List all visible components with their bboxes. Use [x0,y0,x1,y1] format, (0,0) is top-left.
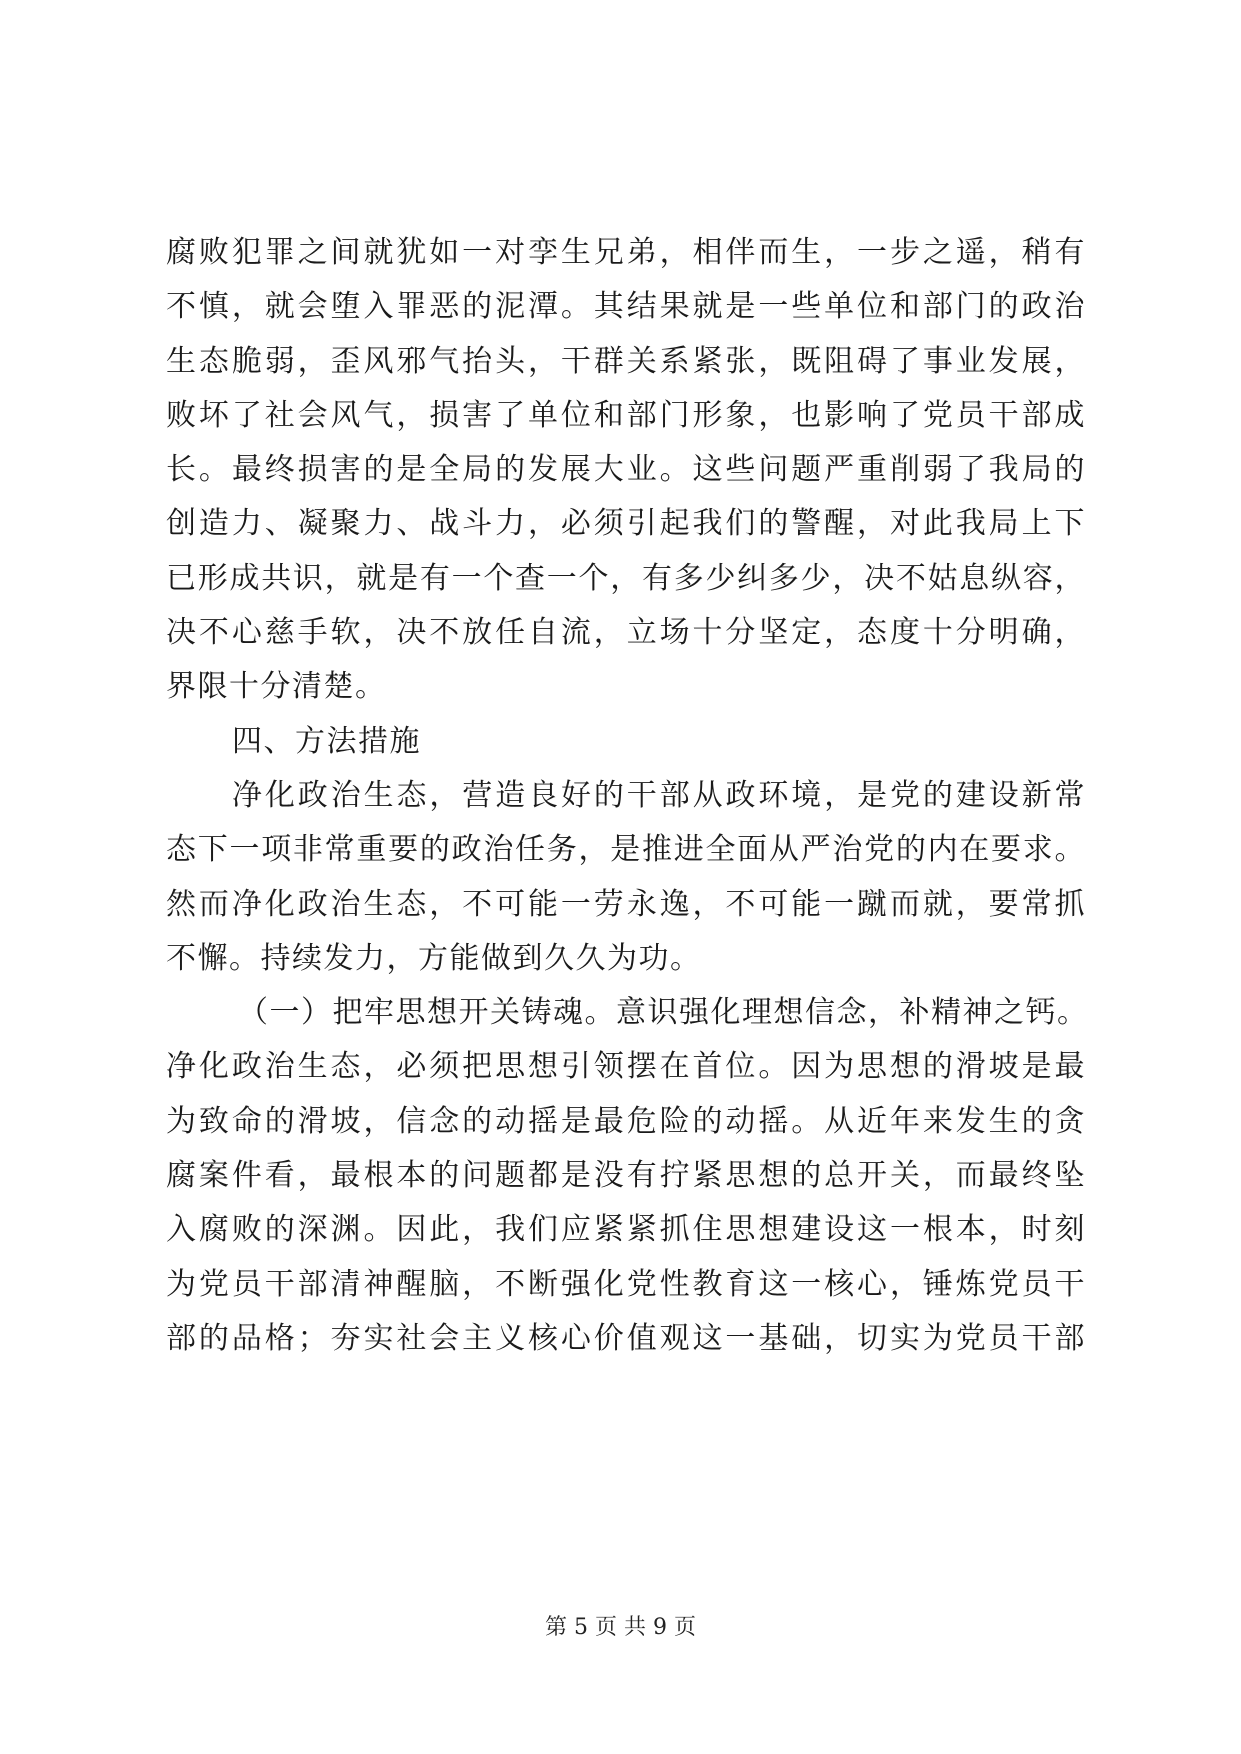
text-line: 腐败犯罪之间就犹如一对孪生兄弟，相伴而生，一步之遥，稍有 [166,235,1086,270]
subsection-line: （一）把牢思想开关铸魂。意识强化理想信念，补精神之钙。 [238,995,1089,1031]
text-line: 腐案件看，最根本的问题都是没有拧紧思想的总开关，而最终坠 [166,1158,1086,1194]
text-line: 已形成共识，就是有一个查一个，有多少纠多少，决不姑息纵容， [166,560,1086,596]
text-line: 生态脆弱，歪风邪气抬头，干群关系紧张，既阻碍了事业发展， [166,343,1086,379]
text-line: 然而净化政治生态，不可能一劳永逸，不可能一蹴而就，要常抓 [166,886,1086,922]
text-line: 败坏了社会风气，损害了单位和部门形象，也影响了党员干部成 [166,397,1086,433]
text-line: 决不心慈手软，决不放任自流，立场十分坚定，态度十分明确， [166,615,1086,651]
text-line: 不懈。持续发力，方能做到久久为功。 [166,940,702,976]
body-text [166,226,1089,1366]
text-line: 为党员干部清神醒脑，不断强化党性教育这一核心，锤炼党员干 [166,1266,1086,1302]
text-line: 净化政治生态，必须把思想引领摆在首位。因为思想的滑坡是最 [166,1049,1086,1085]
text-line: 态下一项非常重要的政治任务，是推进全面从严治党的内在要求。 [166,832,1086,868]
text-line: 不慎，就会堕入罪恶的泥潭。其结果就是一些单位和部门的政治 [166,289,1086,325]
page-number-footer: 第 5 页 共 9 页 [545,1615,696,1640]
section-heading: 四、方法措施 [232,723,421,759]
text-line: 净化政治生态，营造良好的干部从政环境，是党的建设新常 [232,777,1086,813]
text-line: 创造力、凝聚力、战斗力，必须引起我们的警醒，对此我局上下 [166,506,1086,542]
text-line: 为致命的滑坡，信念的动摇是最危险的动摇。从近年来发生的贪 [166,1103,1086,1139]
text-line: 长。最终损害的是全局的发展大业。这些问题严重削弱了我局的 [166,452,1086,488]
text-line: 部的品格；夯实社会主义核心价值观这一基础，切实为党员干部 [166,1320,1086,1356]
text-line: 入腐败的深渊。因此，我们应紧紧抓住思想建设这一根本，时刻 [166,1212,1086,1248]
text-line: 界限十分清楚。 [166,669,387,705]
